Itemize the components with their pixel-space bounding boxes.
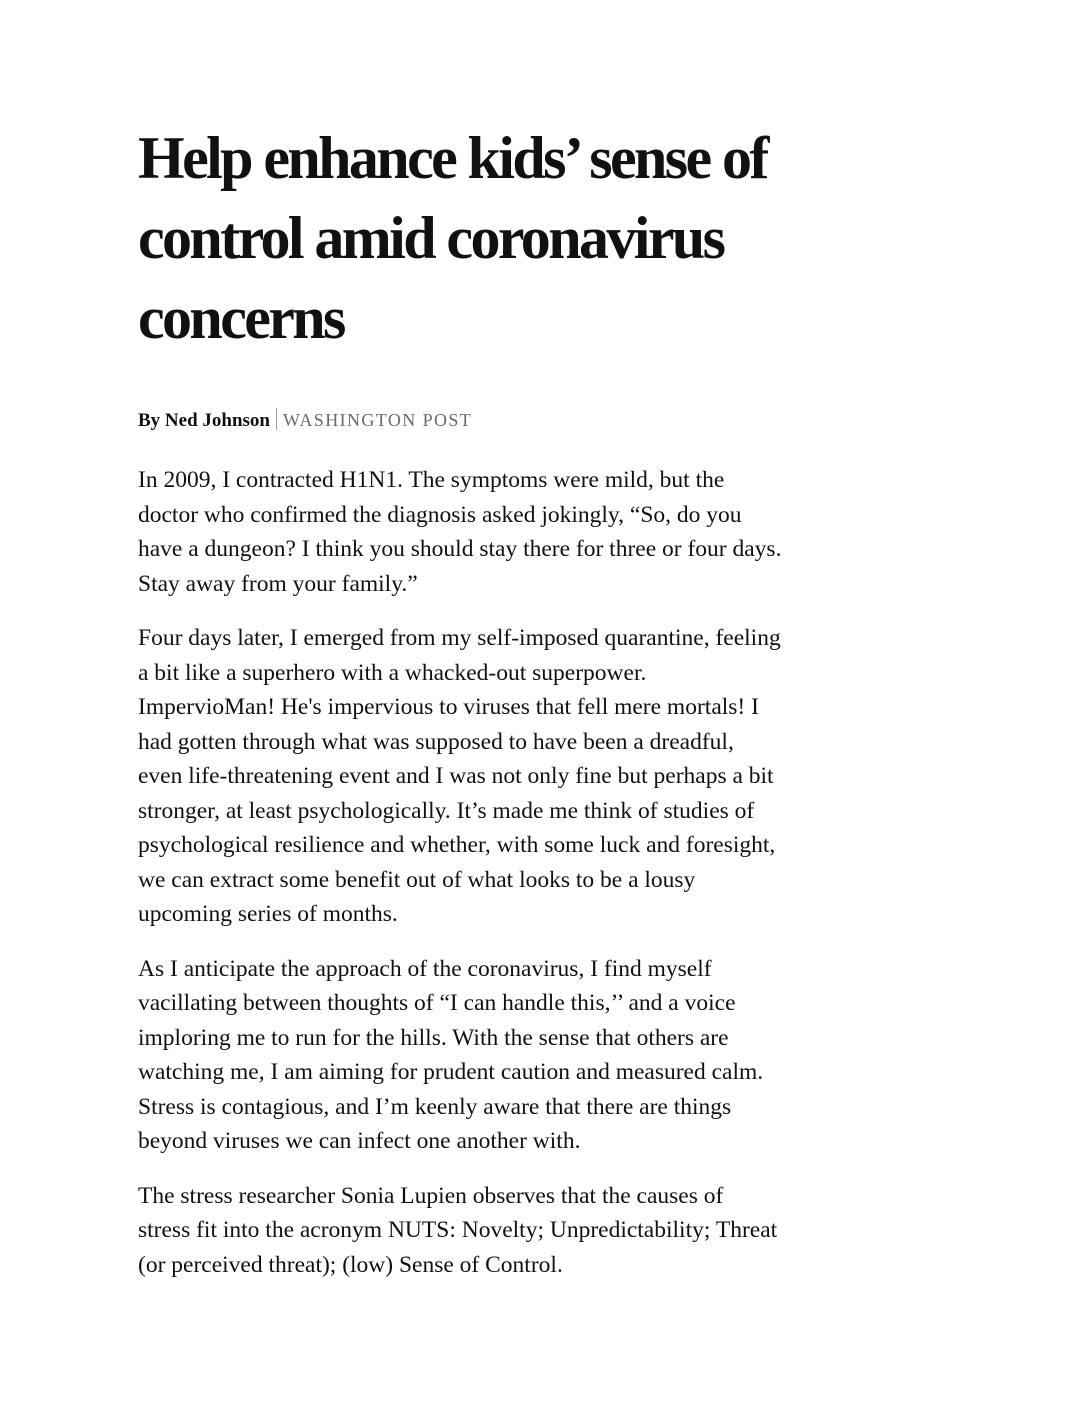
text-line: doctor who confirmed the diagnosis asked jokingly, “So, do you <box>138 501 742 528</box>
text-line: In 2009, I contracted H1N1. The symptoms were mild, but the <box>138 467 725 493</box>
byline-author: By Ned Johnson <box>138 410 270 431</box>
text-line: watching me, I am aiming for prudent caution and measured calm. <box>138 1059 764 1085</box>
text-line: Stress is contagious, and I’m keenly aware that there are things <box>138 1093 732 1120</box>
byline <box>138 408 938 433</box>
headline-line: concerns <box>138 285 344 351</box>
text-line: Stay away from your family.” <box>138 570 418 597</box>
paragraph <box>138 621 938 932</box>
headline-line: Help enhance kids’ sense of <box>138 125 767 191</box>
text-line: (or perceived threat); (low) Sense of Control. <box>138 1251 563 1278</box>
text-line: The stress researcher Sonia Lupien observes that the causes of <box>138 1182 724 1209</box>
text-line: ImpervioMan! He's impervious to viruses that fell mere mortals! I <box>138 694 759 720</box>
text-line: we can extract some benefit out of what looks to be a lousy <box>138 866 696 893</box>
text-line: psychological resilience and whether, with some luck and foresight, <box>138 832 776 858</box>
text-line: stronger, at least psychologically. It’s made me think of studies of <box>138 797 755 824</box>
text-line: have a dungeon? I think you should stay there for three or four days. <box>138 536 782 562</box>
text-line: imploring me to run for the hills. With the sense that others are <box>138 1024 729 1051</box>
paragraph <box>138 1179 938 1283</box>
text-line: Four days later, I emerged from my self-imposed quarantine, feeling <box>138 625 781 651</box>
paragraph <box>138 463 938 601</box>
text-line: beyond viruses we can infect one another with. <box>138 1128 581 1154</box>
text-line: As I anticipate the approach of the coronavirus, I find myself <box>138 955 712 982</box>
article-body <box>138 463 938 1282</box>
byline-divider <box>276 408 277 430</box>
article <box>138 118 938 1302</box>
text-line: a bit like a superhero with a whacked-out superpower. <box>138 659 647 686</box>
text-line: stress fit into the acronym NUTS: Novelty; Unpredictability; Threat <box>138 1217 778 1243</box>
headline-line: control amid coronavirus <box>138 205 724 271</box>
text-line: even life-threatening event and I was not only fine but perhaps a bit <box>138 763 774 789</box>
text-line: vacillating between thoughts of “I can handle this,’’ and a voice <box>138 990 736 1016</box>
text-line: upcoming series of months. <box>138 901 398 927</box>
article-headline <box>138 118 838 358</box>
paragraph <box>138 952 938 1159</box>
byline-source: WASHINGTON POST <box>283 410 473 430</box>
text-line: had gotten through what was supposed to have been a dreadful, <box>138 728 734 755</box>
